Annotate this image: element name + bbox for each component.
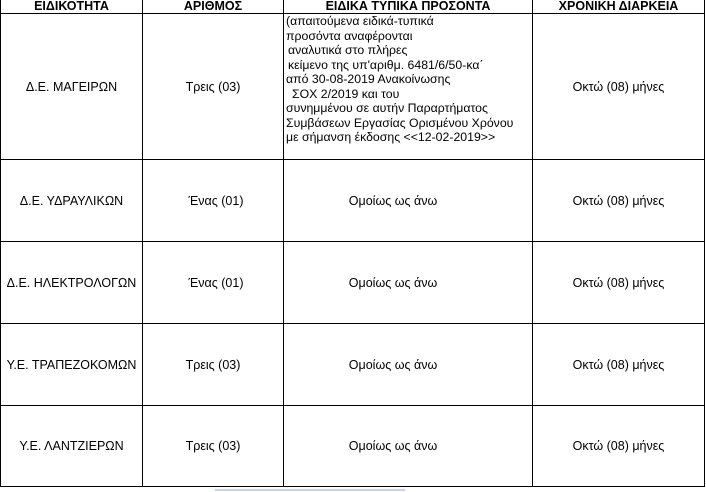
duration-cell: Οκτώ (08) μήνες xyxy=(533,242,705,324)
table-header-row xyxy=(1,0,705,14)
duration-cell: Οκτώ (08) μήνες xyxy=(533,14,705,160)
qualifications-line: με σήμανση έκδοσης <<12-02-2019>> xyxy=(286,130,496,144)
specialty-cell: Υ.Ε. ΤΡΑΠΕΖΟΚΟΜΩΝ xyxy=(1,324,143,406)
qualifications-cell: Ομοίως ως άνω xyxy=(284,324,533,406)
bottom-divider xyxy=(215,489,405,491)
header-specialty: ΕΙΔΙΚΟΤΗΤΑ xyxy=(1,0,143,14)
table-row xyxy=(1,160,705,242)
table-row xyxy=(1,324,705,406)
qualifications-line: συνημμένου σε αυτήν Παραρτήματος xyxy=(286,101,488,115)
qualifications-line: ΣΟΧ 2/2019 και του xyxy=(292,86,400,101)
duration-cell: Οκτώ (08) μήνες xyxy=(533,324,705,406)
header-count: ΑΡΙΘΜΟΣ xyxy=(143,0,284,14)
qualifications-cell: Ομοίως ως άνω xyxy=(284,406,533,487)
header-duration: ΧΡΟΝΙΚΗ ΔΙΑΡΚΕΙΑ xyxy=(533,0,705,14)
qualifications-line: Συμβάσεων Εργασίας Ορισμένου Χρόνου xyxy=(286,115,514,130)
count-cell: Τρεις (03) xyxy=(143,324,284,406)
table-row xyxy=(1,14,705,160)
duration-cell: Οκτώ (08) μήνες xyxy=(533,160,705,242)
specialty-cell: Δ.Ε. ΥΔΡΑΥΛΙΚΩΝ xyxy=(1,160,143,242)
qualifications-line: από 30-08-2019 Ανακοίνωσης xyxy=(286,72,451,86)
header-qualifications: ΕΙΔΙΚΑ ΤΥΠΙΚΑ ΠΡΟΣΟΝΤΑ xyxy=(284,0,533,14)
specialty-cell: Υ.Ε. ΛΑΝΤΖΙΕΡΩΝ xyxy=(1,406,143,487)
table-row xyxy=(1,242,705,324)
qualifications-cell: Ομοίως ως άνω xyxy=(284,242,533,324)
count-cell xyxy=(143,160,284,242)
count-cell: Τρεις (03) xyxy=(143,14,284,160)
qualifications-line: αναλυτικά στο πλήρες xyxy=(288,43,408,57)
count-text: Ένας (01) xyxy=(188,193,244,208)
table-row xyxy=(1,406,705,487)
qualifications-line: προσόντα αναφέρονται xyxy=(286,28,413,43)
specialty-cell: Δ.Ε. ΗΛΕΚΤΡΟΛΟΓΩΝ xyxy=(1,242,143,324)
count-cell xyxy=(143,242,284,324)
specialty-cell: Δ.Ε. ΜΑΓΕΙΡΩΝ xyxy=(1,14,143,160)
duration-cell: Οκτώ (08) μήνες xyxy=(533,406,705,487)
count-text: Ένας (01) xyxy=(188,275,244,290)
qualifications-line: (απαιτούμενα ειδικά-τυπικά xyxy=(286,14,434,28)
qualifications-cell: Ομοίως ως άνω xyxy=(284,160,533,242)
qualifications-cell xyxy=(284,14,533,160)
count-cell: Τρεις (03) xyxy=(143,406,284,487)
qualifications-line: κείμενο της υπ'αριθμ. 6481/6/50-κα΄ xyxy=(288,57,484,72)
